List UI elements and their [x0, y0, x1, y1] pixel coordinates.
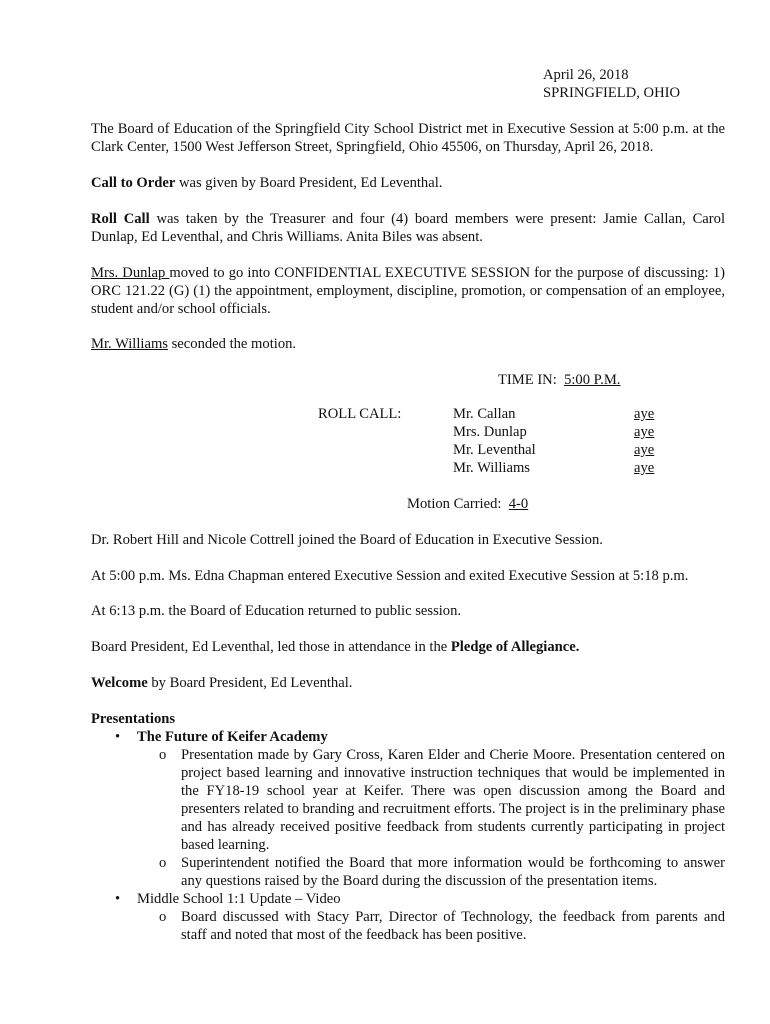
roll-call-label: Roll Call — [91, 211, 150, 227]
welcome-paragraph — [91, 674, 725, 692]
list-item: o Presentation made by Gary Cross, Karen Elder and Cherie Moore. Presentation centered on project based learning and innovative instruction techniques that would be implemented in the FY18-19 school year at Keifer. There was open discussion among the Board and presenters related to branding and recruitment efforts. The project is in the preliminary phase and has already received positive feedback from students currently participating in project based learning. — [91, 746, 725, 854]
welcome-label: Welcome — [91, 675, 148, 691]
second-name: Mr. Williams — [91, 336, 168, 352]
second-paragraph — [91, 335, 725, 353]
list-item: o Superintendent notified the Board that more information would be forthcoming to answer any questions raised by the Board during the discussion of the presentation items. — [91, 854, 725, 890]
call-to-order-label: Call to Order — [91, 175, 176, 191]
returned-paragraph: At 6:13 p.m. the Board of Education returned to public session. — [91, 603, 462, 619]
roll-call-vote: aye — [634, 460, 655, 476]
roll-call-text: was taken by the Treasurer and four (4) board members were present: Jamie Callan, Carol Dunlap, Ed Leventhal, and Chris Williams. Anita Biles was absent. — [91, 211, 725, 245]
motion-mover: Mrs. Dunlap — [91, 265, 170, 281]
motion-carried-value: 4-0 — [508, 496, 529, 512]
welcome-text: by Board President, Ed Leventhal. — [147, 675, 353, 691]
roll-call-name: Mr. Callan — [453, 406, 516, 422]
pledge-paragraph — [91, 638, 725, 656]
meeting-location: SPRINGFIELD, OHIO — [543, 85, 681, 101]
roll-call-vote: aye — [634, 406, 655, 422]
roll-call-vote: aye — [634, 424, 655, 440]
time-in — [498, 371, 620, 389]
roll-call-name: Mrs. Dunlap — [453, 424, 527, 440]
motion-carried — [407, 495, 528, 513]
roll-call-paragraph — [91, 210, 725, 246]
chapman-paragraph: At 5:00 p.m. Ms. Edna Chapman entered Executive Session and exited Executive Session at 5:18 p.m. — [91, 568, 689, 584]
document-header — [543, 66, 680, 102]
call-to-order-text: was given by Board President, Ed Leventhal. — [175, 175, 443, 191]
time-in-value: 5:00 P.M. — [564, 372, 621, 388]
roll-call-name: Mr. Williams — [453, 460, 530, 476]
motion-carried-label: Motion Carried: — [407, 496, 509, 512]
time-in-label: TIME IN: — [498, 372, 565, 388]
roll-call-vote-label: ROLL CALL: — [318, 406, 402, 422]
pledge-text: Board President, Ed Leventhal, led those in attendance in the — [91, 639, 451, 655]
list-item — [91, 890, 725, 908]
roll-call-name: Mr. Leventhal — [453, 442, 536, 458]
list-item — [91, 728, 725, 746]
pledge-label: Pledge of Allegiance. — [450, 639, 580, 655]
motion-paragraph — [91, 264, 725, 318]
list-item: o Board discussed with Stacy Parr, Director of Technology, the feedback from parents and staff and noted that most of the feedback has been positive. — [91, 908, 725, 944]
meeting-date: April 26, 2018 — [543, 67, 629, 83]
joined-paragraph: Dr. Robert Hill and Nicole Cottrell joined the Board of Education in Executive Session. — [91, 532, 603, 548]
presentation-title: Middle School 1:1 Update – Video — [137, 891, 341, 907]
presentation-title: The Future of Keifer Academy — [137, 729, 328, 745]
call-to-order-paragraph — [91, 174, 725, 192]
roll-call-vote: aye — [634, 442, 655, 458]
second-text: seconded the motion. — [167, 336, 297, 352]
intro-paragraph: The Board of Education of the Springfield City School District met in Executive Session at 5:00 p.m. at the Clark Center, 1500 West Jefferson Street, Springfield, Ohio 45506, on Thursday, April 26, 2018. — [91, 121, 725, 155]
presentations-list — [91, 728, 725, 944]
presentations-heading: Presentations — [91, 711, 176, 727]
motion-text: moved to go into CONFIDENTIAL EXECUTIVE SESSION for the purpose of discussing: 1) ORC 121.22 (G) (1) the appointment, employment, discipline, promotion, or compensation of an employee, student and/or school officials. — [91, 265, 725, 317]
